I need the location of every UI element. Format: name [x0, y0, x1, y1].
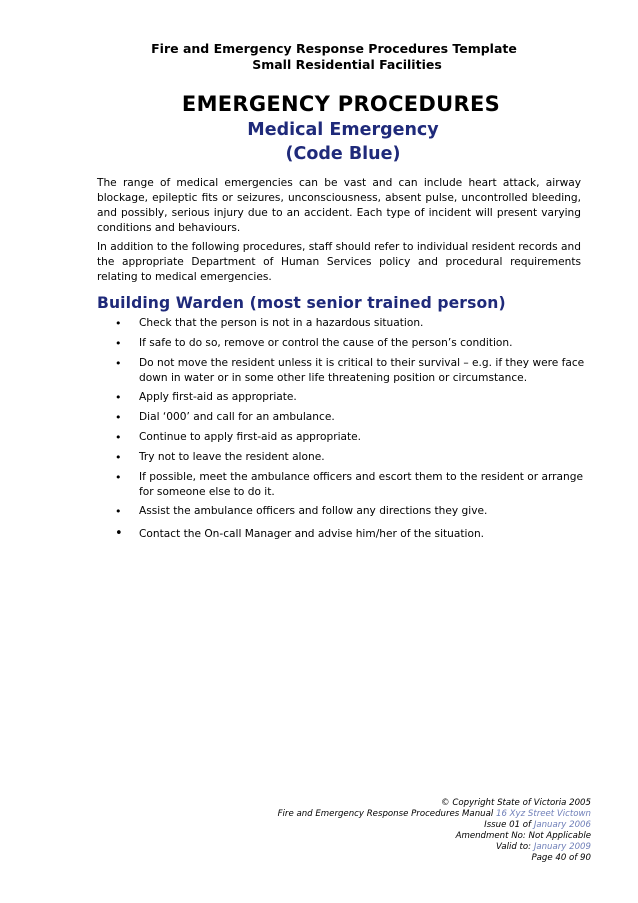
section-heading: Building Warden (most senior trained person) — [97, 294, 506, 312]
page-title: EMERGENCY PROCEDURES — [181, 92, 501, 116]
list-item-text: If possible, meet the ambulance officers and escort them to the resident or arrange for someone else to do it. — [139, 471, 583, 498]
page-footer — [231, 798, 591, 863]
list-item-text: If safe to do so, remove or control the cause of the person’s condition. — [139, 337, 513, 349]
running-header-subtitle: Small Residential Facilities — [252, 57, 442, 72]
running-header-title: Fire and Emergency Response Procedures Template — [151, 41, 517, 56]
footer-copyright: © Copyright State of Victoria 2005 — [441, 798, 591, 808]
footer-page-number: Page 40 of 90 — [531, 852, 591, 863]
footer-valid — [231, 842, 591, 853]
page-subtitle: Medical Emergency — [247, 120, 439, 140]
list-item-text: Assist the ambulance officers and follow any directions they give. — [139, 505, 488, 517]
bullet-icon: • — [115, 337, 122, 350]
footer-manual-address: 16 Xyz Street Victown — [495, 808, 591, 819]
footer-valid-date: January 2009 — [533, 841, 591, 852]
bullet-icon: • — [115, 357, 122, 370]
list-item-text: Try not to leave the resident alone. — [139, 451, 325, 463]
bullet-icon: • — [115, 411, 122, 424]
list-item-text: Apply first-aid as appropriate. — [139, 391, 297, 403]
footer-issue — [231, 820, 591, 831]
list-item-text: Do not move the resident unless it is critical to their survival – e.g. if they were face down in water or in some other life threatening position or circumstance. — [139, 357, 585, 384]
bullet-icon: • — [115, 505, 122, 518]
page-subtitle-code: (Code Blue) — [285, 144, 401, 164]
footer-manual — [231, 809, 591, 820]
list-item-text: Continue to apply first-aid as appropriate. — [139, 431, 362, 443]
list-item-text: Contact the On-call Manager and advise him/her of the situation. — [139, 528, 485, 540]
bullet-icon: • — [115, 391, 122, 404]
intro-paragraph: The range of medical emergencies can be vast and can include heart attack, airway blockage, epileptic fits or seizures, unconsciousness, absent pulse, uncontrolled bleeding, and possibly, serious injury due to an accident. Each type of incident will present varying conditions and behaviours. — [97, 177, 581, 234]
reference-paragraph: In addition to the following procedures, staff should refer to individual resident records and the appropriate Department of Human Services policy and procedural requirements relating to medical emergencies. — [97, 241, 581, 283]
bullet-icon: • — [115, 451, 122, 464]
list-item-text: Check that the person is not in a hazardous situation. — [139, 317, 424, 329]
bullet-icon: • — [115, 431, 122, 444]
list-item-text: Dial ‘000’ and call for an ambulance. — [139, 411, 335, 423]
footer-amendment: Amendment No: Not Applicable — [455, 830, 591, 841]
footer-issue-date: January 2006 — [533, 819, 591, 830]
bullet-icon: • — [115, 471, 122, 484]
footer-issue-label: Issue 01 of — [484, 819, 532, 830]
footer-valid-label: Valid to: — [495, 841, 532, 852]
footer-manual-title: Fire and Emergency Response Procedures Manual — [277, 808, 494, 819]
bullet-icon: • — [115, 526, 123, 541]
bullet-icon: • — [115, 317, 122, 330]
